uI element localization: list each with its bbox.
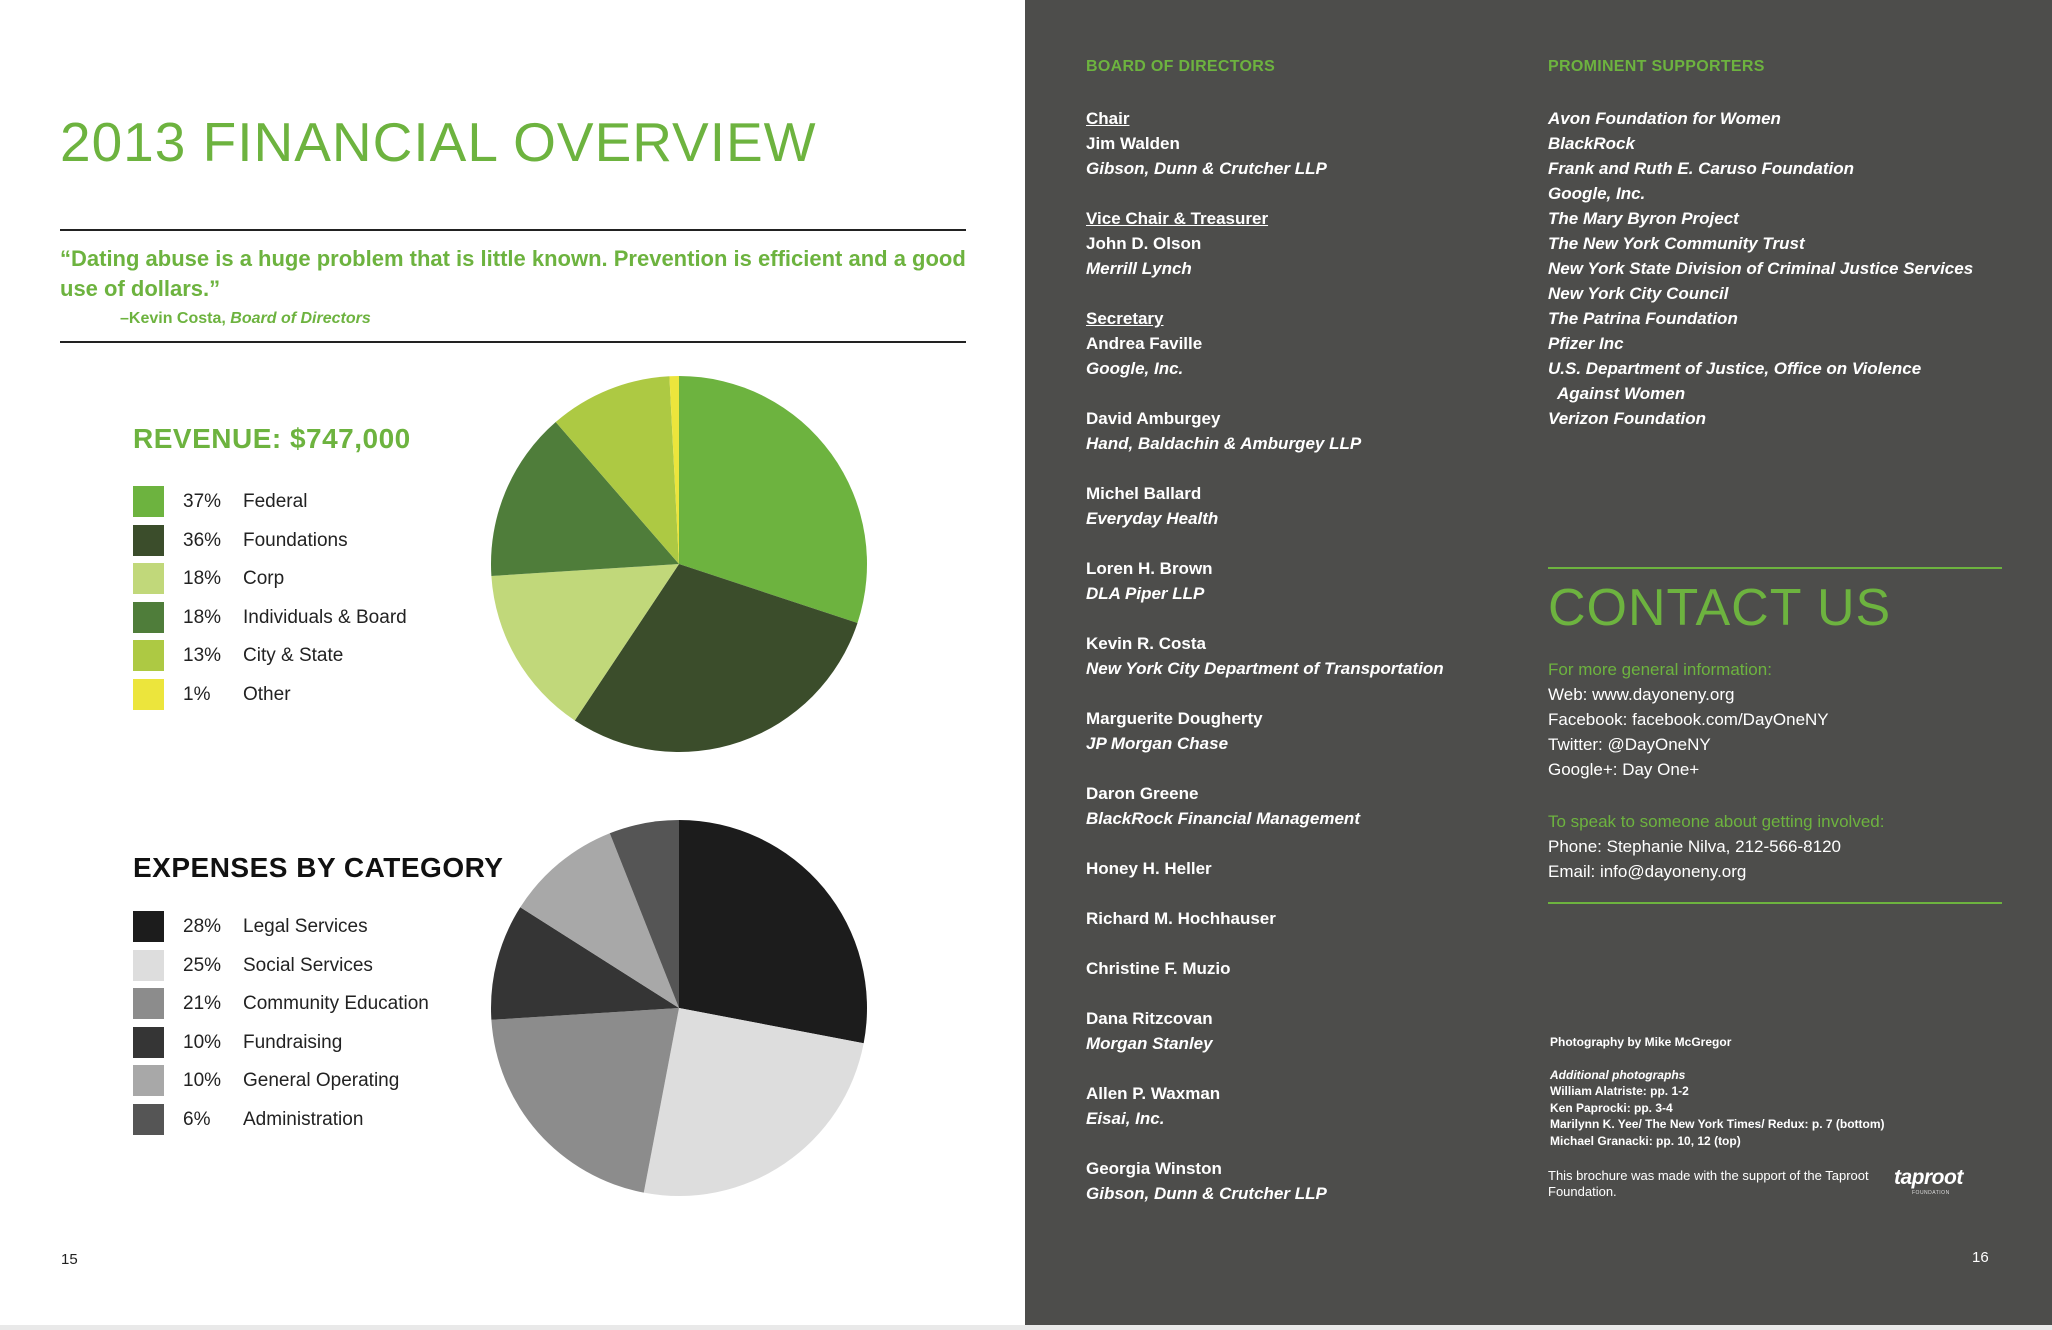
revenue-legend-percent: 1% <box>183 683 211 705</box>
board-entry <box>1086 706 1526 756</box>
supporter-item: The Patrina Foundation <box>1548 309 1738 328</box>
revenue-legend-label: Individuals & Board <box>243 606 407 628</box>
expense-slice-legal-services <box>679 820 867 1043</box>
revenue-legend-swatch <box>133 563 164 594</box>
board-role: Chair <box>1086 109 1130 128</box>
board-member-name: Marguerite Dougherty <box>1086 709 1263 728</box>
supporter-item: Verizon Foundation <box>1548 409 1707 428</box>
board-member-name: Richard M. Hochhauser <box>1086 909 1276 928</box>
supporter-item: New York City Council <box>1548 284 1729 303</box>
contact-involved <box>1548 809 2018 884</box>
expense-legend-label: Legal Services <box>243 916 368 937</box>
revenue-legend-label: City & State <box>243 645 344 667</box>
supporter-item: The Mary Byron Project <box>1548 209 1739 228</box>
board-member-org: Google, Inc. <box>1086 359 1184 378</box>
board-member-name: Georgia Winston <box>1086 1159 1222 1178</box>
board-member-name: Andrea Faville <box>1086 334 1203 353</box>
taproot-logo: taproot <box>1894 1166 1963 1189</box>
expense-legend-swatch <box>133 1104 164 1135</box>
expense-legend-percent: 10% <box>183 1070 222 1092</box>
contact-facebook[interactable]: Facebook: facebook.com/DayOneNY <box>1548 710 1829 729</box>
board-member-org: Merrill Lynch <box>1086 259 1192 278</box>
taproot-logo-sub: FOUNDATION <box>1912 1190 1950 1196</box>
board-entry <box>1086 856 1526 881</box>
contact-twitter[interactable]: Twitter: @DayOneNY <box>1548 735 1711 754</box>
expense-legend-percent: 21% <box>183 993 222 1015</box>
credit-line: Marilynn K. Yee/ The New York Times/ Redux: p. 7 (bottom) <box>1550 1117 1885 1131</box>
page-number-right: 16 <box>1972 1249 1989 1266</box>
supporters-list <box>1548 106 2028 431</box>
board-member-name: Allen P. Waxman <box>1086 1084 1221 1103</box>
revenue-legend-label: Federal <box>243 491 308 512</box>
quote-top-rule <box>60 229 966 231</box>
contact-bottom-rule <box>1548 902 2002 904</box>
revenue-legend-percent: 37% <box>183 491 222 512</box>
credit-line: Ken Paprocki: pp. 3-4 <box>1550 1100 1673 1115</box>
revenue-legend-percent: 18% <box>183 568 222 590</box>
page-title: 2013 FINANCIAL OVERVIEW <box>60 111 817 173</box>
board-member-org: Gibson, Dunn & Crutcher LLP <box>1086 159 1327 178</box>
revenue-legend-swatch <box>133 679 164 710</box>
credit-line: William Alatriste: pp. 1-2 <box>1550 1084 1689 1098</box>
expense-legend-percent: 10% <box>183 1031 222 1053</box>
supporter-item: Frank and Ruth E. Caruso Foundation <box>1548 159 1854 178</box>
quote-role: Board of Directors <box>230 310 371 327</box>
expense-legend-swatch <box>133 1027 164 1058</box>
contact-general <box>1548 657 2018 782</box>
expense-legend-percent: 28% <box>183 916 222 937</box>
involved-heading: To speak to someone about getting involved: <box>1548 812 1885 831</box>
supporter-item: The New York Community Trust <box>1548 234 1805 253</box>
board-member-name: Loren H. Brown <box>1086 559 1213 578</box>
contact-googleplus[interactable]: Google+: Day One+ <box>1548 760 1700 779</box>
board-member-name: Michel Ballard <box>1086 484 1202 503</box>
expense-legend-swatch <box>133 1065 164 1096</box>
board-entry <box>1086 1156 1526 1206</box>
supporters-heading: PROMINENT SUPPORTERS <box>1548 58 1765 75</box>
board-entry <box>1086 781 1526 831</box>
board-member-org: BlackRock Financial Management <box>1086 809 1360 828</box>
board-entry <box>1086 1081 1526 1131</box>
expenses-title: EXPENSES BY CATEGORY <box>133 852 504 883</box>
board-member-name: Kevin R. Costa <box>1086 634 1206 653</box>
revenue-legend-swatch <box>133 486 164 517</box>
taproot-note: This brochure was made with the support of the Taproot Foundation. <box>1548 1168 1869 1199</box>
contact-email[interactable]: Email: info@dayoneny.org <box>1548 862 1747 881</box>
revenue-title: REVENUE: $747,000 <box>133 423 411 454</box>
board-entry <box>1086 306 1526 381</box>
supporter-item: New York State Division of Criminal Justice Services <box>1548 259 1974 278</box>
supporter-item: Against Women <box>1557 384 1686 403</box>
board-member-org: JP Morgan Chase <box>1086 734 1229 753</box>
revenue-legend-swatch <box>133 602 164 633</box>
board-member-org: Everyday Health <box>1086 509 1219 528</box>
expense-legend-label: Social Services <box>243 954 373 976</box>
supporter-item: Pfizer Inc <box>1548 334 1624 353</box>
supporter-item: U.S. Department of Justice, Office on Violence <box>1548 359 1922 378</box>
revenue-legend-percent: 36% <box>183 529 222 551</box>
additional-photos-heading: Additional photographs <box>1550 1067 1686 1082</box>
revenue-legend-label: Other <box>243 683 291 705</box>
board-member-name: David Amburgey <box>1086 409 1221 428</box>
board-member-org: DLA Piper LLP <box>1086 584 1205 603</box>
revenue-legend-label: Foundations <box>243 529 348 551</box>
board-member-name: Christine F. Muzio <box>1086 959 1231 978</box>
board-member-name: Dana Ritzcovan <box>1086 1009 1213 1028</box>
contact-top-rule <box>1548 567 2002 569</box>
board-member-name: Honey H. Heller <box>1086 859 1212 878</box>
contact-title: CONTACT US <box>1548 579 1892 637</box>
quote-attribution <box>120 310 371 328</box>
pull-quote: “Dating abuse is a huge problem that is little known. Prevention is efficient and a good use of dollars.” <box>60 246 966 301</box>
board-entry <box>1086 956 1526 981</box>
revenue-legend-swatch <box>133 525 164 556</box>
board-heading: BOARD OF DIRECTORS <box>1086 58 1276 75</box>
expenses-pie-chart <box>489 818 869 1198</box>
board-entry <box>1086 406 1526 456</box>
expense-legend-label: Administration <box>243 1108 364 1130</box>
supporter-item: Avon Foundation for Women <box>1548 109 1781 128</box>
expense-legend-swatch <box>133 950 164 981</box>
board-member-org: Gibson, Dunn & Crutcher LLP <box>1086 1184 1327 1203</box>
board-role: Secretary <box>1086 309 1164 328</box>
general-info-heading: For more general information: <box>1548 660 1772 679</box>
contact-phone: Phone: Stephanie Nilva, 212-566-8120 <box>1548 837 1841 856</box>
supporter-item: BlackRock <box>1548 134 1635 153</box>
board-entry <box>1086 556 1526 606</box>
board-member-name: Jim Walden <box>1086 134 1180 153</box>
expense-legend-swatch <box>133 911 164 942</box>
expense-legend-label: Community Education <box>243 993 429 1015</box>
board-list <box>1086 106 1526 1231</box>
photography-credit: Photography by Mike McGregor <box>1550 1035 1732 1049</box>
expense-legend-label: Fundraising <box>243 1031 343 1053</box>
board-entry <box>1086 1006 1526 1056</box>
board-entry <box>1086 106 1526 181</box>
revenue-legend-percent: 18% <box>183 606 222 628</box>
revenue-legend-swatch <box>133 640 164 671</box>
board-entry <box>1086 631 1526 681</box>
expense-legend-swatch <box>133 988 164 1019</box>
photo-credits <box>1550 1034 2020 1149</box>
revenue-pie-chart <box>489 374 869 754</box>
revenue-legend-percent: 13% <box>183 645 222 667</box>
board-entry <box>1086 906 1526 931</box>
contact-web[interactable]: Web: www.dayoneny.org <box>1548 685 1735 704</box>
board-entry <box>1086 206 1526 281</box>
board-member-org: Morgan Stanley <box>1086 1034 1213 1053</box>
supporter-item: Google, Inc. <box>1548 184 1646 203</box>
board-entry <box>1086 481 1526 531</box>
board-member-org: Hand, Baldachin & Amburgey LLP <box>1086 434 1362 453</box>
board-member-org: Eisai, Inc. <box>1086 1109 1165 1128</box>
expense-legend-label: General Operating <box>243 1070 400 1092</box>
expense-legend-percent: 6% <box>183 1108 211 1130</box>
page-number-left: 15 <box>61 1251 78 1268</box>
expense-legend-percent: 25% <box>183 954 222 976</box>
board-role: Vice Chair & Treasurer <box>1086 209 1269 228</box>
credit-line: Michael Granacki: pp. 10, 12 (top) <box>1550 1133 1741 1148</box>
quote-author: –Kevin Costa, <box>120 310 231 327</box>
quote-bottom-rule <box>60 341 966 343</box>
board-member-name: John D. Olson <box>1086 234 1202 253</box>
revenue-legend-label: Corp <box>243 568 285 590</box>
board-member-name: Daron Greene <box>1086 784 1199 803</box>
board-member-org: New York City Department of Transportation <box>1086 659 1444 678</box>
